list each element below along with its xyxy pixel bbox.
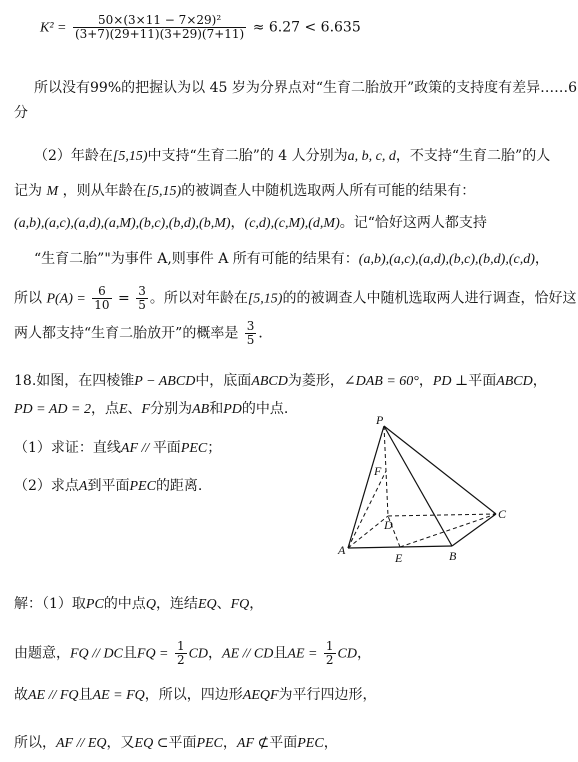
k2-denominator: (3+7)(29+11)(3+29)(7+11) [74,27,245,41]
math: EQ [197,597,217,612]
edge-DC [388,514,496,516]
math: (c,d),(c,M),(d,M) [244,216,340,231]
math: AE = FQ [92,688,145,703]
text: 中，底面 [195,373,252,389]
solution-line4 [14,734,338,753]
text: ， [249,596,264,612]
part2-line6 [14,320,272,347]
text: 解：（1）取 [14,596,86,612]
text: ，连结 [155,596,198,612]
numerator: 1 [176,639,185,653]
math: AE // CD [222,646,274,662]
text: ， [230,215,245,231]
numerator: 3 [246,319,255,333]
numerator: 3 [138,284,146,298]
text: 的中点. [241,401,289,417]
edge-PA [348,426,384,548]
math: ∠DAB = 60° [343,374,419,389]
part2-line1 [34,147,550,166]
math: P(A) = [46,291,86,307]
text: （2）年龄在 [34,148,113,164]
text: ，又 [106,735,135,751]
fraction [245,320,257,347]
math: AB [192,402,210,417]
math: PEC [180,441,208,456]
text: ， [208,645,223,662]
math: AF ⊄ [236,736,270,751]
text: 平面 [168,735,197,751]
math: PEC [129,479,156,494]
text: 、 [216,596,231,612]
text: 18.如图，在四棱锥 [14,373,135,389]
part2-line5 [14,285,576,312]
denominator: 10 [94,298,110,312]
text: “生育二胎”"为事件 A,则事件 A 所有可能的结果有： [34,251,359,267]
label-E: E [395,551,403,565]
math: (a,b),(a,c),(a,d),(b,c),(b,d),(c,d) [358,252,535,267]
math: M [46,184,59,199]
denominator: 5 [246,333,255,347]
math: PD = AD = 2 [14,402,91,417]
math: Q [145,597,156,612]
text: 且 [273,645,288,662]
text: 分别为 [150,401,193,417]
math: FQ [230,597,250,612]
text: 故 [14,687,28,703]
math: E [118,402,128,417]
text: ； [207,440,222,456]
math: EQ ⊂ [134,736,169,751]
math: P − ABCD [134,374,196,389]
text: ， [357,645,371,662]
text: 平面 [269,735,298,751]
fraction [136,285,148,312]
text: 的距离. [155,478,203,494]
label-B: B [449,549,457,563]
fraction [175,640,187,667]
denominator: 2 [325,653,334,667]
edge-PB [384,426,452,546]
conclusion-line: 所以没有99%的把握认为以 45 岁为分界点对“生育二胎放开”政策的支持度有差异……6 [34,80,578,96]
text: 平面 [468,373,497,389]
text: 所以 [14,290,42,307]
math: PD [223,402,242,417]
part2-line3 [14,214,487,233]
text: 平面 [152,440,181,456]
numerator: 6 [92,285,111,299]
text: 。所以对年龄在 [149,290,248,307]
text: 为菱形， [287,373,344,389]
solution-line1 [14,595,263,614]
text: 到平面 [87,478,130,494]
score-unit: 分 [14,105,28,121]
part2-line2 [14,182,475,201]
text: ， [323,735,338,751]
k2-formula [40,14,361,41]
text: 、 [127,401,142,417]
fraction [92,285,111,312]
edge-AD [348,516,388,548]
math: AEQF [242,688,279,703]
text: 为平行四边形， [278,687,377,703]
denominator: 5 [138,298,146,312]
k2-result: ≈ 6.27 < 6.635 [252,19,361,36]
question-1 [14,439,221,458]
solution-line3 [14,686,377,705]
text: ，所以，四边形 [144,687,243,703]
math: PD ⊥ [432,374,469,389]
text: ， [222,735,237,751]
problem18-line1 [14,372,547,391]
math: (a,b),(a,c),(a,d),(a,M),(b,c),(b,d),(b,M) [14,216,231,231]
edge-BC [452,514,496,546]
label-F: F [374,464,382,478]
text: ，则从年龄在 [62,183,147,199]
math: AE = [287,646,318,662]
text: 。记“恰好这两人都支持 [339,215,487,231]
label-C: C [498,507,507,521]
text: ， [532,373,547,389]
text: （2）求点 [14,478,79,494]
math: ABCD [496,374,533,389]
text: （1）求证：直线 [14,440,121,456]
part2-line4 [34,250,549,269]
pyramid-figure [330,412,520,572]
math: PEC [297,736,324,751]
k2-fraction [73,14,246,41]
text: 两人都支持“生育二胎放开”的概率是 [14,325,239,342]
question-2 [14,477,202,496]
math: PEC [196,736,223,751]
text: ，不支持“生育二胎”的人 [395,148,551,164]
math: AE // FQ [28,688,79,703]
math: FQ // DC [70,646,123,662]
text: 的的被调查人中随机选取两人进行调查，恰好这 [282,290,577,307]
text: 由题意， [14,645,70,662]
problem18-line2 [14,400,288,419]
math: CD [188,646,209,662]
text: 所以， [14,735,56,751]
text: 的中点 [103,596,146,612]
math: ABCD [251,374,288,389]
math: FQ = [136,646,169,662]
text: ， [534,251,549,267]
text: 和 [209,401,224,417]
text: 中支持“生育二胎”的 4 人分别为 [147,148,348,164]
text: 且 [122,645,137,662]
solution-line2 [14,640,371,667]
label-P: P [376,413,384,427]
math: a, b, c, d [347,149,396,164]
math: PC [85,597,104,612]
segment-EC [400,514,496,547]
math: [5,15) [112,149,148,164]
k2-lhs: K² = [40,20,67,36]
text: = [118,290,130,307]
edge-PC [384,426,496,514]
label-D: D [384,518,393,532]
text: ． [258,325,273,342]
math: F [141,402,151,417]
text: 且 [78,687,93,703]
text: 记为 [14,183,42,199]
k2-numerator: 50×(3×11 − 7×29)² [73,14,246,28]
math: [5,15) [247,291,283,307]
math: A [78,479,88,494]
math: AF // EQ [56,736,107,751]
text: ，点 [90,401,119,417]
label-A: A [338,543,346,557]
denominator: 2 [176,653,185,667]
math: CD [337,646,357,662]
math: [5,15) [146,184,182,199]
text: 的被调查人中随机选取两人所有可能的结果有： [181,183,476,199]
numerator: 1 [325,639,334,653]
fraction [324,640,336,667]
math: AF // [120,441,153,456]
text: ， [418,373,433,389]
